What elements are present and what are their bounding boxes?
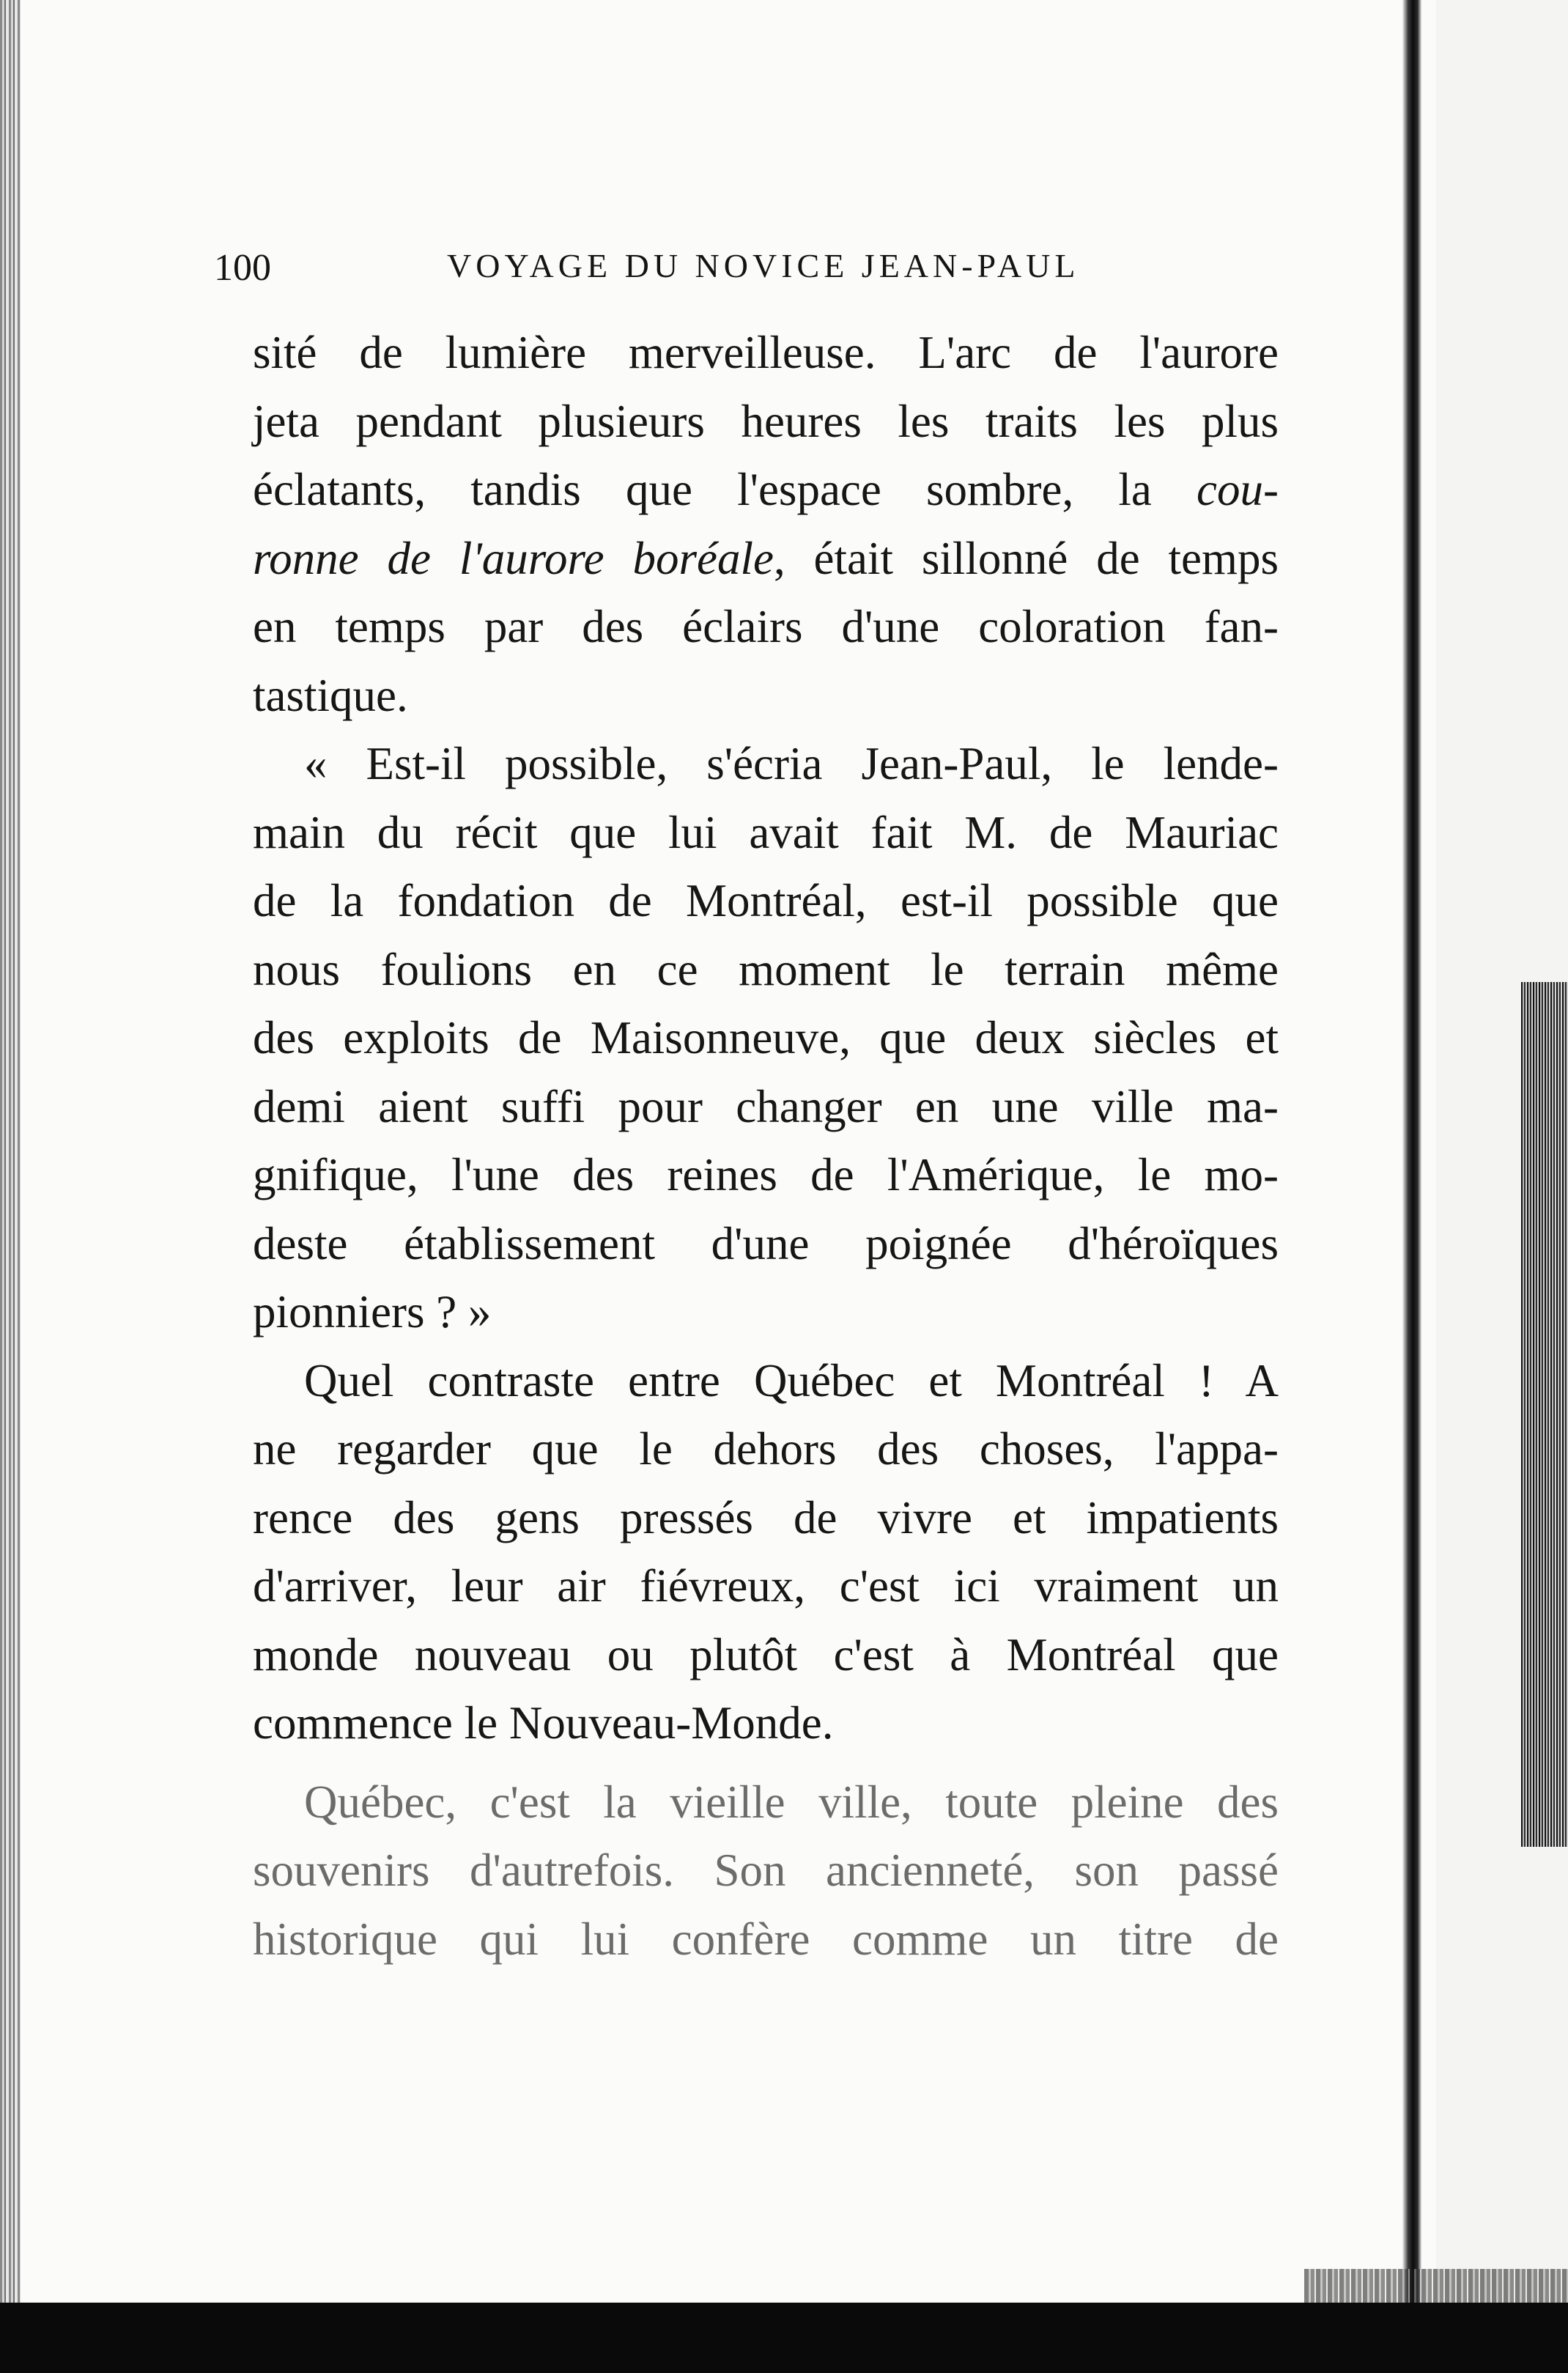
text-line: monde nouveau ou plutôt c'est à Montréal que	[253, 1628, 1279, 1680]
text-line: ne regarder que le dehors des choses, l'appa-	[253, 1423, 1279, 1475]
text-line: sité de lumière merveilleuse. L'arc de l'aurore	[253, 327, 1279, 378]
text-line: demi aient suffi pour changer en une ville ma-	[253, 1080, 1279, 1132]
text-line: Quel contraste entre Québec et Montréal ! A	[304, 1354, 1279, 1406]
facing-page-edge	[1521, 982, 1568, 1847]
italic-text: ronne de l'aurore boréale	[253, 532, 774, 584]
left-page-edge	[0, 0, 21, 2303]
text-line: deste établissement d'une poignée d'héroïques	[253, 1217, 1279, 1269]
scan-bottom-border	[0, 2303, 1568, 2373]
italic-text: cou-	[1197, 464, 1279, 515]
text-line: de la fondation de Montréal, est-il possible que	[253, 875, 1279, 926]
text-line: des exploits de Maisonneuve, que deux siècles et	[253, 1012, 1279, 1063]
text-line: gnifique, l'une des reines de l'Amérique, le mo-	[253, 1149, 1279, 1200]
text-line: souvenirs d'autrefois. Son ancienneté, son passé	[253, 1845, 1279, 1896]
text-line: commence le Nouveau-Monde.	[253, 1697, 834, 1749]
text-line: d'arriver, leur air fiévreux, c'est ici vraiment un	[253, 1560, 1279, 1612]
text-line: historique qui lui confère comme un titre de	[253, 1913, 1279, 1965]
text-line: jeta pendant plusieurs heures les traits les plus	[253, 395, 1279, 447]
text-line: rence des gens pressés de vivre et impatients	[253, 1491, 1279, 1543]
text-line: nous foulions en ce moment le terrain même	[253, 943, 1279, 995]
text-line: pionniers ? »	[253, 1286, 492, 1337]
paragraph-gap	[253, 1758, 1279, 1768]
text-line: main du récit que lui avait fait M. de Mauriac	[253, 806, 1279, 858]
text-line: tastique.	[253, 669, 408, 721]
text-line: ronne de l'aurore boréale, était sillonné de temps	[253, 532, 1279, 584]
text-line: Québec, c'est la vieille ville, toute pleine des	[304, 1776, 1279, 1828]
page-number: 100	[214, 247, 271, 289]
running-head: VOYAGE DU NOVICE JEAN-PAUL	[447, 247, 1080, 284]
text-line: « Est-il possible, s'écria Jean-Paul, le lende-	[304, 738, 1279, 789]
body-text	[253, 319, 1279, 1974]
text-line: en temps par des éclairs d'une coloration fan-	[253, 601, 1279, 652]
scan-artifact	[1304, 2269, 1568, 2303]
book-gutter	[1402, 0, 1421, 2303]
text-line: éclatants, tandis que l'espace sombre, la cou-	[253, 464, 1279, 515]
